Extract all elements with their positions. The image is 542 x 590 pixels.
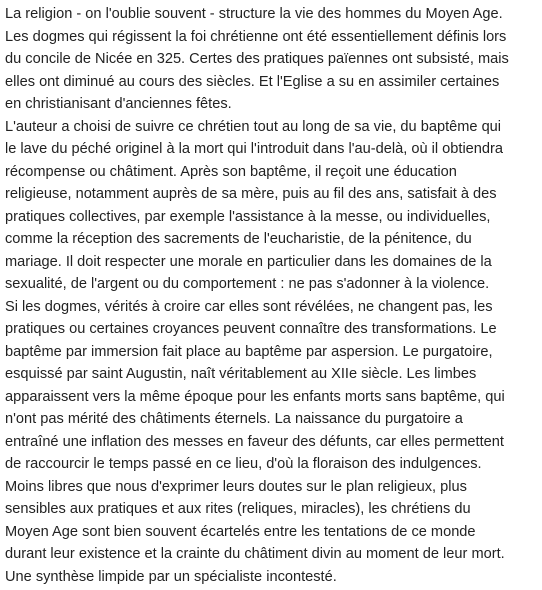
- text-line: Les dogmes qui régissent la foi chrétienne ont été essentiellement définis lors: [5, 28, 507, 45]
- text-line: le lave du péché originel à la mort qui l'introduit dans l'au-delà, où il obtiendra: [5, 141, 504, 157]
- text-line: sexualité, de l'argent ou du comportement : ne pas s'adonner à la violence.: [5, 276, 490, 292]
- text-line: La religion - on l'oublie souvent - structure la vie des hommes du Moyen Age.: [5, 6, 503, 22]
- text-line: en christianisant d'anciennes fêtes.: [5, 96, 232, 112]
- text-line: baptême par immersion fait place au baptême par aspersion. Le purgatoire,: [5, 343, 493, 360]
- text-line: elles ont diminué au cours des siècles. Et l'Eglise a su en assimiler certaines: [5, 73, 500, 90]
- text-line: du concile de Nicée en 325. Certes des pratiques païennes ont subsisté, mais: [5, 51, 509, 67]
- text-line: L'auteur a choisi de suivre ce chrétien tout au long de sa vie, du baptême qui: [5, 118, 502, 135]
- review-text: [5, 3, 537, 588]
- text-line: pratiques collectives, par exemple l'assistance à la messe, ou individuelles,: [5, 208, 491, 225]
- text-line: n'ont pas mérité des châtiments éternels. La naissance du purgatoire a: [5, 411, 463, 427]
- text-line: sensibles aux pratiques et aux rites (reliques, miracles), les chrétiens du: [5, 501, 471, 517]
- text-line: religieuse, notamment auprès de sa mère, puis au fil des ans, satisfait à des: [5, 186, 497, 202]
- text-line: Moins libres que nous d'exprimer leurs doutes sur le plan religieux, plus: [5, 478, 467, 495]
- text-line: mariage. Il doit respecter une morale en particulier dans les domaines de la: [5, 253, 492, 270]
- text-line: Si les dogmes, vérités à croire car elles sont révélées, ne changent pas, les: [5, 298, 493, 315]
- text-line: esquissé par saint Augustin, naît véritablement au XIIe siècle. Les limbes: [5, 366, 477, 382]
- text-line: récompense ou châtiment. Après son baptême, il reçoit une éducation: [5, 163, 457, 180]
- text-line: apparaissent vers la même époque pour les enfants morts sans baptême, qui: [5, 388, 505, 405]
- text-line: de raccourcir le temps passé en ce lieu, d'où la floraison des indulgences.: [5, 456, 482, 472]
- text-line: entraîné une inflation des messes en faveur des défunts, car elles permettent: [5, 433, 504, 450]
- text-line: Moyen Age sont bien souvent écartelés entre les tentations de ce monde: [5, 523, 476, 540]
- text-line: comme la réception des sacrements de l'eucharistie, de la pénitence, du: [5, 231, 472, 247]
- text-line: Une synthèse limpide par un spécialiste incontesté.: [5, 568, 337, 585]
- text-line: pratiques ou certaines croyances peuvent connaître des transformations. Le: [5, 321, 497, 337]
- text-line: durant leur existence et la crainte du châtiment divin au moment de leur mort.: [5, 546, 505, 562]
